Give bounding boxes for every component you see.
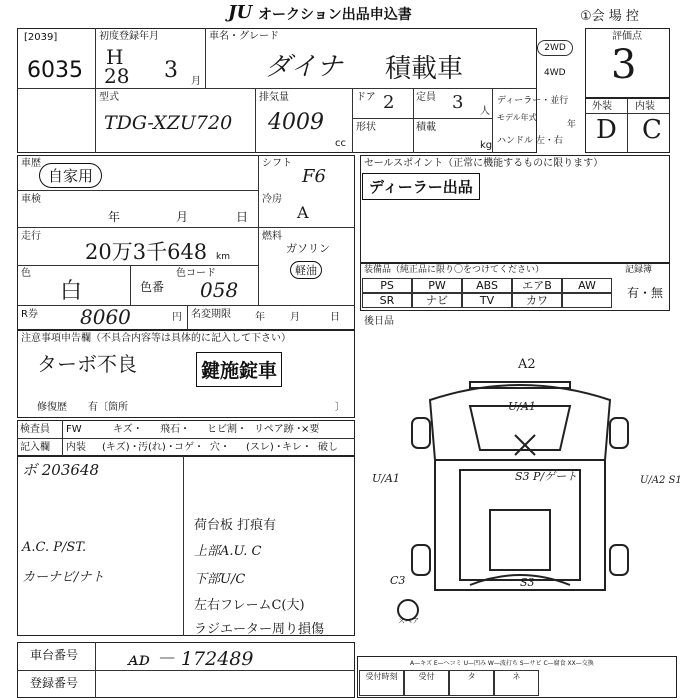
- inspector-item: ヒビ割・: [207, 424, 247, 435]
- sales-point-box: [360, 155, 670, 263]
- inspector-item: 内装: [66, 442, 86, 453]
- doors-value: 2: [383, 92, 395, 113]
- front-left-wheel: [412, 418, 430, 448]
- rear-panel-shape: [490, 510, 550, 570]
- mileage-value: 20万3千648: [85, 240, 208, 264]
- drive-4wd-option: 4WD: [544, 68, 566, 78]
- color-label: 色: [21, 268, 31, 279]
- shape-label: 形状: [356, 122, 376, 133]
- inspection-month: 月: [176, 210, 189, 224]
- diagram-note-right: U/A2 S1: [640, 475, 682, 486]
- recycle-value: 8060: [80, 305, 131, 329]
- interior-grade: C: [642, 115, 662, 145]
- recycle-label: R券: [21, 309, 38, 320]
- diagram-note-left: U/A1: [372, 472, 400, 485]
- month-unit: 月: [191, 76, 201, 87]
- model-year-unit: 年: [567, 120, 577, 130]
- equipment-item: カワ: [512, 293, 562, 308]
- inspector-item: 穴・: [210, 442, 230, 453]
- diagram-note-roof: S3 P/ゲート: [515, 470, 578, 483]
- inspector-item: (キズ)・: [102, 442, 140, 453]
- name-change-month: 月: [290, 312, 300, 323]
- reception-cell: タ: [449, 670, 494, 696]
- equipment-item: ナビ: [412, 293, 462, 308]
- yen-unit: 円: [172, 312, 182, 323]
- model-value: TDG-XZU720: [104, 112, 233, 134]
- car-name-value: ダイナ: [265, 52, 343, 82]
- mileage-label: 走行: [21, 231, 41, 242]
- displacement-value: 4009: [268, 110, 324, 135]
- notes-label: 注意事項申告欄（不具合内容等は具体的に記入して下さい）: [21, 333, 291, 344]
- front-right-wheel: [610, 418, 628, 448]
- bottom-note-line-1: A.C. P/ST.: [22, 540, 87, 555]
- month-value: 3: [164, 58, 178, 83]
- usage-value: 自家用: [39, 163, 102, 188]
- stock-number: 6035: [27, 58, 83, 83]
- score-value: 3: [611, 42, 637, 88]
- equipment-item: エアB: [512, 278, 562, 293]
- equipment-item: PS: [362, 278, 412, 293]
- capacity-unit: 人: [480, 106, 490, 117]
- model-year-label: モデル年式: [497, 113, 537, 122]
- reception-cell: 受付: [404, 670, 449, 696]
- frame-number-label: 車台番号: [30, 648, 79, 662]
- kg-unit: kg: [480, 140, 493, 151]
- inspection-day: 日: [236, 210, 249, 224]
- name-change-year: 年: [255, 312, 265, 323]
- inspector-item: (スレ)・: [246, 442, 284, 453]
- fuel-gasoline: ガソリン: [286, 242, 330, 255]
- equipment-item: SR: [362, 293, 412, 308]
- right-note-line-4: 左右フレームC(大): [194, 598, 305, 613]
- dealer-label: ディーラー・並行: [497, 96, 569, 106]
- notes-handwritten: ターボ不良: [37, 352, 137, 376]
- equipment-item: AW: [562, 278, 612, 293]
- diagram-note-rear: S3: [520, 576, 535, 589]
- rear-right-wheel: [610, 545, 628, 575]
- repair-history-label: 修復歴: [37, 402, 67, 413]
- color-code-label: 色コード: [176, 268, 216, 279]
- capacity-label: 定員: [416, 92, 436, 103]
- year-value: 28: [104, 64, 130, 88]
- locked-key-stamp: 鍵施錠車: [196, 352, 282, 387]
- first-registration-label: 初度登録年月: [99, 31, 159, 42]
- frame-number-value: ᴀᴅ － 172489: [128, 648, 254, 670]
- era-value: H: [106, 45, 124, 69]
- inspector-item: 破し: [318, 442, 338, 453]
- stock-number-small: [2039]: [24, 32, 58, 43]
- damage-legend: A—キズ E—ヘコミ U—凹み W—波打ち S—サビ C—腐食 XX—交換: [410, 660, 594, 667]
- capacity-value: 3: [452, 92, 464, 113]
- rear-seat-label: 後日品: [364, 316, 394, 327]
- reception-cell: ネ: [494, 670, 539, 696]
- deck-shape: [460, 470, 580, 580]
- doors-label: ドア: [356, 92, 376, 103]
- chassis-handwritten: ボ 203648: [22, 461, 100, 479]
- bottom-note-line-2: カーナビ/ナト: [22, 570, 105, 585]
- color-number-label: 色番: [140, 280, 165, 294]
- right-note-line-2: 上部A.U. C: [194, 544, 262, 559]
- inspection-year: 年: [108, 210, 121, 224]
- load-label: 積載: [416, 122, 436, 133]
- exterior-grade: D: [596, 115, 617, 145]
- inspector-item: リペア跡・: [254, 424, 304, 435]
- color-code-value: 058: [200, 278, 239, 302]
- record-book-value: 有・無: [627, 286, 664, 300]
- ac-value: A: [297, 203, 309, 222]
- rear-left-wheel: [412, 545, 430, 575]
- shift-value: F6: [302, 166, 326, 187]
- usage-label: 車歴: [21, 158, 41, 169]
- fuel-label: 燃料: [262, 231, 282, 242]
- interior-label: 内装: [635, 101, 655, 112]
- inspector-item: ×要: [301, 424, 320, 435]
- right-note-line-3: 下部U/C: [194, 572, 246, 587]
- equipment-label: 装備品（純正品に限り〇をつけてください）: [364, 265, 545, 275]
- record-book-label: 記録簿: [625, 265, 653, 275]
- reception-cell: 受付時刻: [359, 670, 404, 696]
- displacement-label: 排気量: [259, 92, 289, 103]
- cc-unit: cc: [335, 138, 346, 149]
- inspector-item: FW: [66, 424, 82, 435]
- inspector-item: 飛石・: [160, 424, 190, 435]
- score-label: 評価点: [612, 31, 642, 42]
- venue-copy-label: ①会 場 控: [580, 9, 639, 24]
- diagram-note-hood: U/A1: [508, 400, 536, 413]
- equipment-item: ABS: [462, 278, 512, 293]
- inspection-label: 車検: [21, 194, 41, 205]
- model-label: 型式: [99, 92, 119, 103]
- name-change-label: 名変期限: [191, 309, 231, 320]
- repair-history-value: 有〔箇所: [88, 402, 128, 413]
- fuel-diesel: 軽油: [290, 261, 322, 279]
- right-note-line-5: ラジエーター周り損傷: [194, 622, 325, 637]
- auction-logo: JU: [228, 2, 253, 23]
- equipment-item: PW: [412, 278, 462, 293]
- km-unit: km: [216, 252, 230, 262]
- shift-label: シフト: [262, 158, 292, 169]
- ac-label: 冷房: [262, 194, 282, 205]
- repair-history-end: 〕: [335, 402, 345, 413]
- right-note-line-1: 荷台板 打痕有: [194, 518, 277, 533]
- inspector-item: コゲ・: [174, 442, 204, 453]
- equipment-item: TV: [462, 293, 512, 308]
- diagram-note-top: A2: [518, 357, 536, 372]
- name-change-day: 日: [330, 312, 340, 323]
- exterior-label: 外装: [592, 101, 612, 112]
- car-name-label: 車名・グレード: [209, 31, 279, 42]
- inspector-item: キレ・: [282, 442, 312, 453]
- drive-2wd-option: 2WD: [537, 40, 573, 56]
- color-value: 白: [60, 279, 83, 304]
- handle-label: ハンドル 左・右: [497, 136, 563, 146]
- inspector-entry-label: 記入欄: [20, 442, 50, 453]
- inspector-item: 汚(れ)・: [138, 442, 176, 453]
- diagram-note-rear-left: C3: [390, 574, 406, 587]
- plate-number-label: 登録番号: [30, 676, 79, 690]
- sales-point-label: セールスポイント（正常に機能するものに限ります）: [364, 158, 604, 169]
- form-title: オークション出品申込書: [258, 7, 412, 23]
- equipment-item: [562, 293, 612, 308]
- header: [0, 0, 700, 26]
- inspector-label: 検査員: [20, 424, 50, 435]
- grade-value: 積載車: [385, 54, 464, 84]
- spare-label: スペア: [398, 617, 419, 625]
- sales-point-stamp: ディーラー出品: [362, 173, 480, 200]
- inspector-item: キズ・: [113, 424, 143, 435]
